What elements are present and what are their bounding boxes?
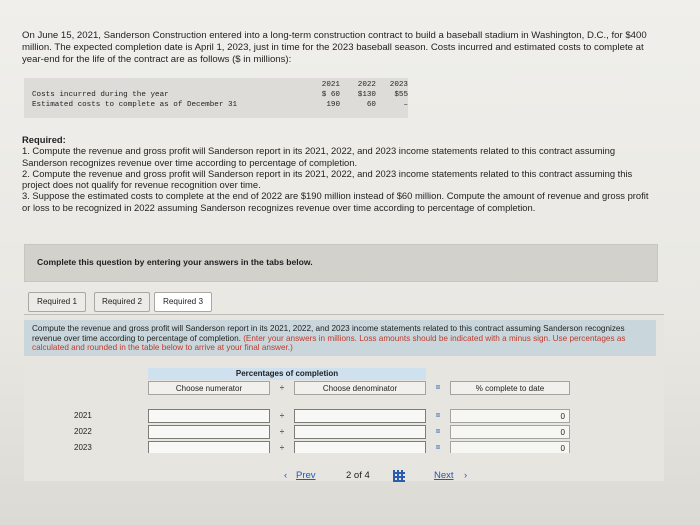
intro-text: On June 15, 2021, Sanderson Construction entered into a long-term construction contract to build a baseball stadium in Washington, D.C., for $400 million. The expected completion date is April 1, 2023, just in time for the 2023 baseball season. Costs incurred and estimated costs to complete at year-end for the life of the contract are as follows ($ in millions): — [22, 30, 647, 65]
year-label: 2022 — [74, 427, 92, 436]
denominator-header: Choose denominator — [294, 381, 426, 395]
table-row — [62, 425, 582, 439]
cell: $55 — [394, 91, 408, 99]
pct-table-title: Percentages of completion — [148, 368, 426, 380]
percent-result: 0 — [450, 425, 570, 439]
denominator-input[interactable] — [294, 409, 426, 423]
denominator-input[interactable] — [294, 425, 426, 439]
divide-sign: ÷ — [279, 411, 285, 420]
cost-table — [24, 78, 408, 118]
denominator-input[interactable] — [294, 441, 426, 453]
cell: 60 — [366, 101, 376, 109]
equals-sign: = — [435, 383, 441, 392]
complete-box — [24, 244, 658, 282]
complete-box-text: Complete this question by entering your answers in the tabs below. — [37, 257, 313, 267]
chevron-right-icon[interactable]: › — [464, 470, 468, 481]
cell: 190 — [326, 101, 340, 109]
required-item: 1. Compute the revenue and gross profit will Sanderson report in its 2021, 2022, and 2023 income statements related to this contract assuming Sanderson recognizes revenue over time according to percentage of completion. — [22, 145, 616, 168]
equals-sign: = — [435, 443, 441, 452]
year-label: 2021 — [74, 411, 92, 420]
numerator-header: Choose numerator — [148, 381, 270, 395]
percent-result: 0 — [450, 441, 570, 453]
row-label: Estimated costs to complete as of December 31 — [32, 101, 238, 109]
year-header: 2023 — [389, 81, 408, 89]
result-header: % complete to date — [450, 381, 570, 395]
table-row — [62, 441, 582, 453]
tab-required-3[interactable]: Required 3 — [154, 292, 212, 312]
tab-required-1[interactable]: Required 1 — [28, 292, 86, 312]
divide-sign: ÷ — [279, 427, 285, 436]
equals-sign: = — [435, 427, 441, 436]
year-label: 2023 — [74, 443, 92, 452]
instruction-main: Compute the revenue and gross profit will Sanderson report in its 2021, 2022, and 2023 income statements related to this contract assuming Sanderson recognizes revenue over time according to percentage of completion. — [32, 324, 625, 343]
pagination — [280, 468, 500, 488]
numerator-input[interactable] — [148, 409, 270, 423]
page-indicator: 2 of 4 — [346, 470, 370, 481]
required-section — [22, 134, 652, 213]
grid-icon[interactable] — [393, 470, 405, 482]
tab-required-2[interactable]: Required 2 — [94, 292, 150, 312]
cell: $130 — [357, 91, 376, 99]
divide-sign: ÷ — [279, 443, 285, 452]
equals-sign: = — [435, 411, 441, 420]
numerator-input[interactable] — [148, 425, 270, 439]
numerator-input[interactable] — [148, 441, 270, 453]
chevron-left-icon[interactable]: ‹ — [284, 470, 288, 481]
cell: $ 60 — [321, 91, 340, 99]
instruction-note: (Enter your answers in millions. Loss amounts should be indicated with a minus sign. Use percentages as calculated and rounded in the table below to arrive at your final answer.) — [32, 333, 626, 352]
pct-table-header-row — [62, 381, 582, 395]
divide-sign: ÷ — [279, 383, 285, 392]
next-button[interactable]: Next — [434, 470, 454, 481]
required-item: 2. Compute the revenue and gross profit will Sanderson report in its 2021, 2022, and 2023 income statements related to this contract assuming this project does not qualify for revenue recognition over time. — [22, 167, 633, 191]
row-label: Costs incurred during the year — [32, 91, 169, 99]
cell: – — [403, 101, 408, 109]
prev-button[interactable]: Prev — [296, 470, 316, 481]
instruction-box — [24, 320, 656, 356]
required-item: 3. Suppose the estimated costs to complete at the end of 2022 are $190 million instead of $60 million. Compute the amount of revenue and gross profit or loss to be recognized in 2022 assuming Sanderson recognizes revenue over time according to percentage of completion. — [22, 190, 649, 213]
table-row — [62, 409, 582, 423]
year-header: 2022 — [357, 81, 376, 89]
year-header: 2021 — [321, 81, 340, 89]
required-heading: Required: — [22, 134, 66, 145]
percent-result: 0 — [450, 409, 570, 423]
